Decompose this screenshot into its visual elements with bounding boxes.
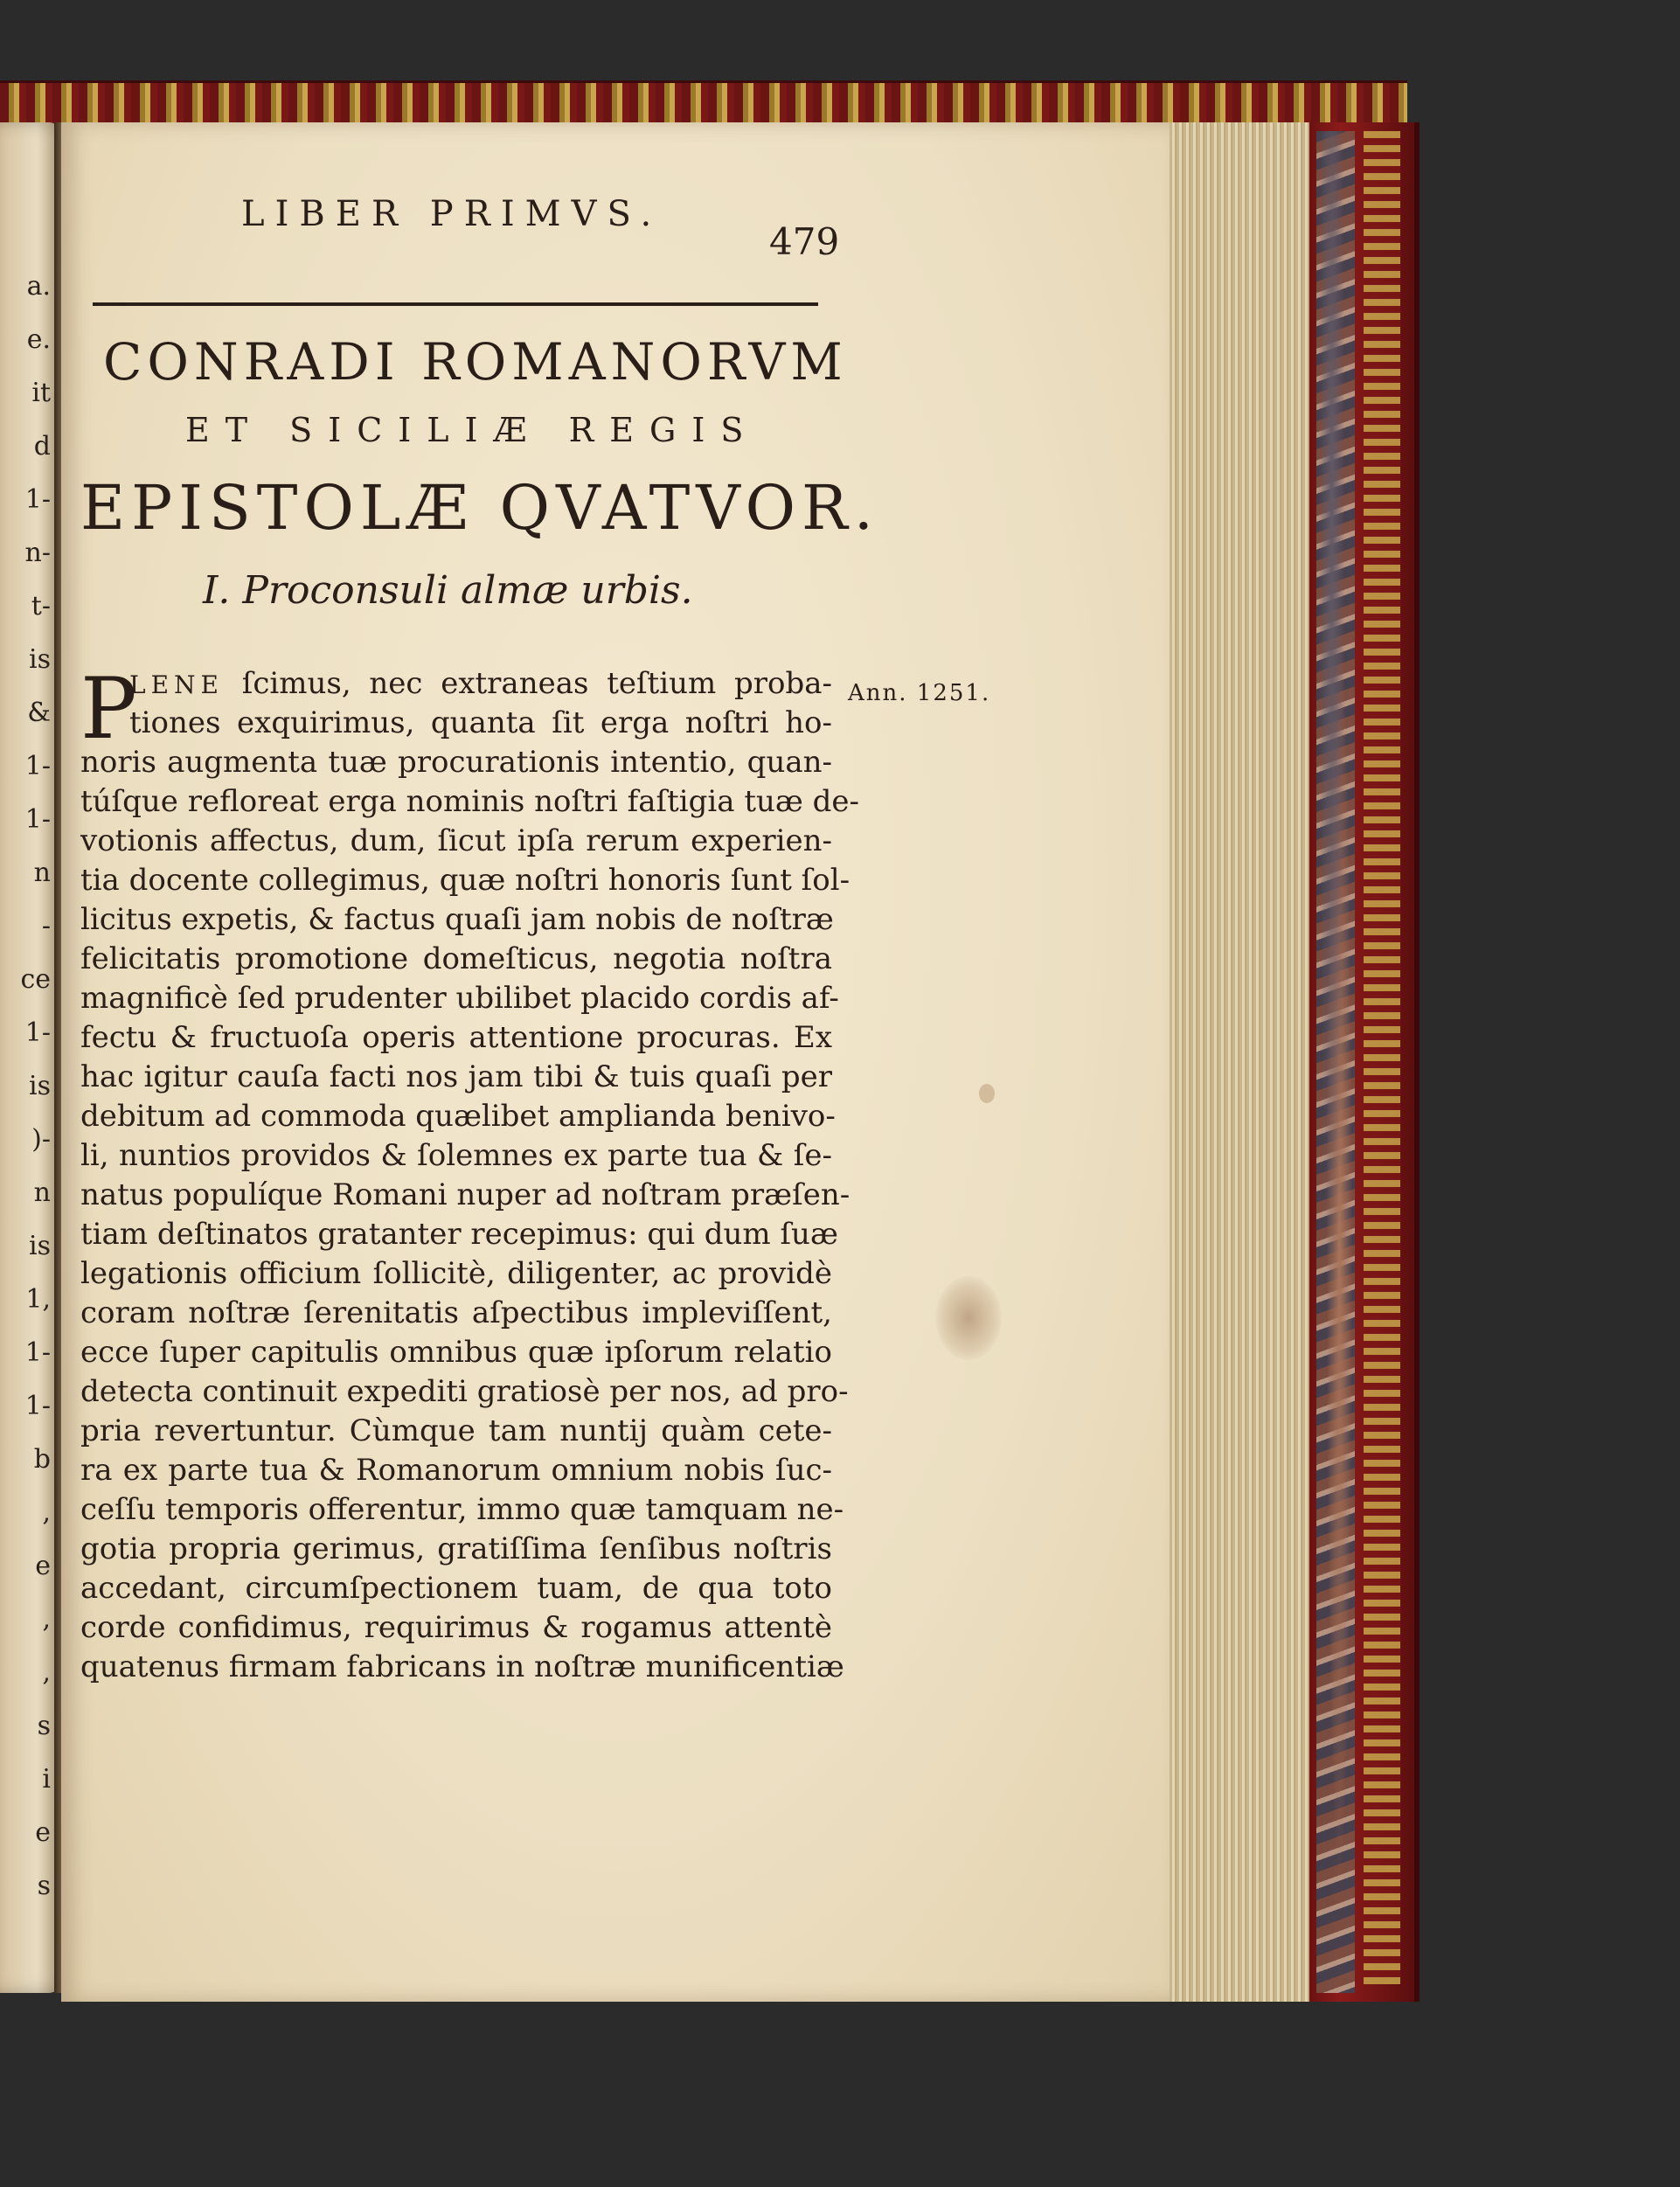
- body-line: felicitatis promotione domeſticus, negotia noſtra: [80, 941, 832, 976]
- first-line-text: ſcimus, nec extraneas teſtium proba-: [223, 666, 832, 701]
- body-line: coram noſtræ ſerenitatis aſpectibus impleviſſent,: [80, 1295, 832, 1330]
- left-fragment: e.: [26, 324, 51, 355]
- body-line: tiam deſtinatos gratanter recepimus: qui dum ſuæ: [80, 1217, 838, 1252]
- body-line: tiones exquirimus, quanta ſit erga noſtri ho-: [129, 705, 832, 740]
- left-fragment: s: [37, 1871, 51, 1901]
- body-line: ecce ſuper capitulis omnibus quæ ipſorum relatio: [80, 1335, 832, 1370]
- header-rule: [93, 302, 818, 306]
- body-line: legationis officium ſollicitè, diligenter, ac providè: [80, 1256, 832, 1291]
- body-line: ra ex parte tua & Romanorum omnium nobis ſuc-: [80, 1453, 832, 1488]
- left-fragment: e: [35, 1551, 51, 1581]
- body-line: magnificè ſed prudenter ubilibet placido cordis af-: [80, 981, 839, 1016]
- body-line: tia docente collegimus, quæ noſtri honoris ſunt ſol-: [80, 863, 850, 898]
- margin-note-year: Ann. 1251.: [848, 680, 991, 706]
- gilt-cover-tooling: [1364, 131, 1400, 1984]
- left-fragment: n: [33, 1177, 51, 1208]
- left-fragment: n: [33, 857, 51, 888]
- title-line-1: CONRADI ROMANORVM: [103, 332, 848, 392]
- left-fragment: ce: [20, 964, 51, 995]
- body-line: pria revertuntur. Cùmque tam nuntij quàm cete-: [80, 1413, 832, 1448]
- left-fragment: t-: [31, 591, 51, 621]
- drop-cap: P: [80, 660, 137, 758]
- left-fragment: 1,: [25, 1284, 51, 1315]
- running-head: LIBER PRIMVS.: [241, 194, 663, 234]
- left-fragment: ,: [42, 1657, 51, 1688]
- left-fragment: &: [27, 698, 51, 728]
- left-fragment: is: [29, 1071, 51, 1101]
- letter-subtitle: I. Proconsuli almæ urbis.: [203, 568, 693, 613]
- left-fragment: 1-: [24, 1391, 51, 1421]
- page-fore-edge: [1170, 122, 1309, 2002]
- body-line: votionis affectus, dum, ſicut ipſa rerum experien-: [80, 823, 832, 858]
- letter-body: [80, 660, 860, 1687]
- left-fragment: it: [31, 378, 51, 408]
- page-number: 479: [769, 220, 840, 263]
- body-line: quatenus firmam fabricans in noſtræ munificentiæ: [80, 1649, 844, 1684]
- left-fragment: is: [29, 1231, 51, 1261]
- left-fragment: 1-: [24, 751, 51, 781]
- left-fragment: )-: [31, 1124, 51, 1155]
- body-line: ceſſu temporis offerentur, immo quæ tamquam ne-: [80, 1492, 844, 1527]
- left-fragment: s: [37, 1711, 51, 1741]
- left-page-edge: [0, 122, 61, 1993]
- left-fragment: e: [35, 1817, 51, 1848]
- left-fragment: 1-: [24, 1017, 51, 1048]
- title-line-2: ET SICILIÆ REGIS: [185, 411, 760, 449]
- body-line: gotia propria gerimus, gratiſſima ſenſibus noſtris: [80, 1531, 832, 1566]
- body-line: noris augmenta tuæ procurationis intentio, quan-: [80, 745, 832, 780]
- marbled-endpaper: [1316, 131, 1355, 1993]
- body-line: natus populíque Romani nuper ad noſtram præſen-: [80, 1177, 850, 1212]
- first-word-smallcaps: LENE: [129, 670, 224, 699]
- body-line: li, nuntios providos & ſolemnes ex parte tua & ſe-: [80, 1138, 832, 1173]
- left-fragment: ,: [42, 1497, 51, 1528]
- body-line: [80, 664, 832, 704]
- left-fragment: 1-: [24, 484, 51, 515]
- left-fragment: ,: [42, 1604, 51, 1635]
- body-line: túſque refloreat erga nominis noſtri faſtigia tuæ de-: [80, 784, 860, 819]
- left-fragment: i: [42, 1764, 51, 1795]
- gilt-top-band: [0, 80, 1407, 128]
- body-line: debitum ad commoda quælibet amplianda benivo-: [80, 1099, 836, 1134]
- body-line: fectu & fructuoſa operis attentione procuras. Ex: [80, 1020, 832, 1055]
- left-fragment: a.: [26, 271, 51, 302]
- body-line: accedant, circumſpectionem tuam, de qua toto: [80, 1571, 832, 1606]
- left-fragment: 1-: [24, 804, 51, 835]
- left-fragment: b: [33, 1444, 51, 1475]
- body-line: corde confidimus, requirimus & rogamus attentè: [80, 1610, 832, 1645]
- left-fragment: -: [41, 911, 51, 941]
- left-fragment: n-: [24, 538, 51, 568]
- left-fragment: is: [29, 644, 51, 675]
- body-line: licitus expetis, & factus quaſi jam nobis de noſtræ: [80, 902, 834, 937]
- foxing-stain: [935, 1276, 1002, 1360]
- foxing-speck: [979, 1084, 995, 1103]
- left-fragment: 1-: [24, 1337, 51, 1368]
- left-page-text-fragments: [0, 122, 52, 1993]
- left-fragment: d: [33, 431, 51, 462]
- title-line-3: EPISTOLÆ QVATVOR.: [80, 472, 879, 544]
- body-line: hac igitur cauſa facti nos jam tibi & tuis quaſi per: [80, 1059, 832, 1094]
- body-line: detecta continuit expediti gratiosè per nos, ad pro-: [80, 1374, 849, 1409]
